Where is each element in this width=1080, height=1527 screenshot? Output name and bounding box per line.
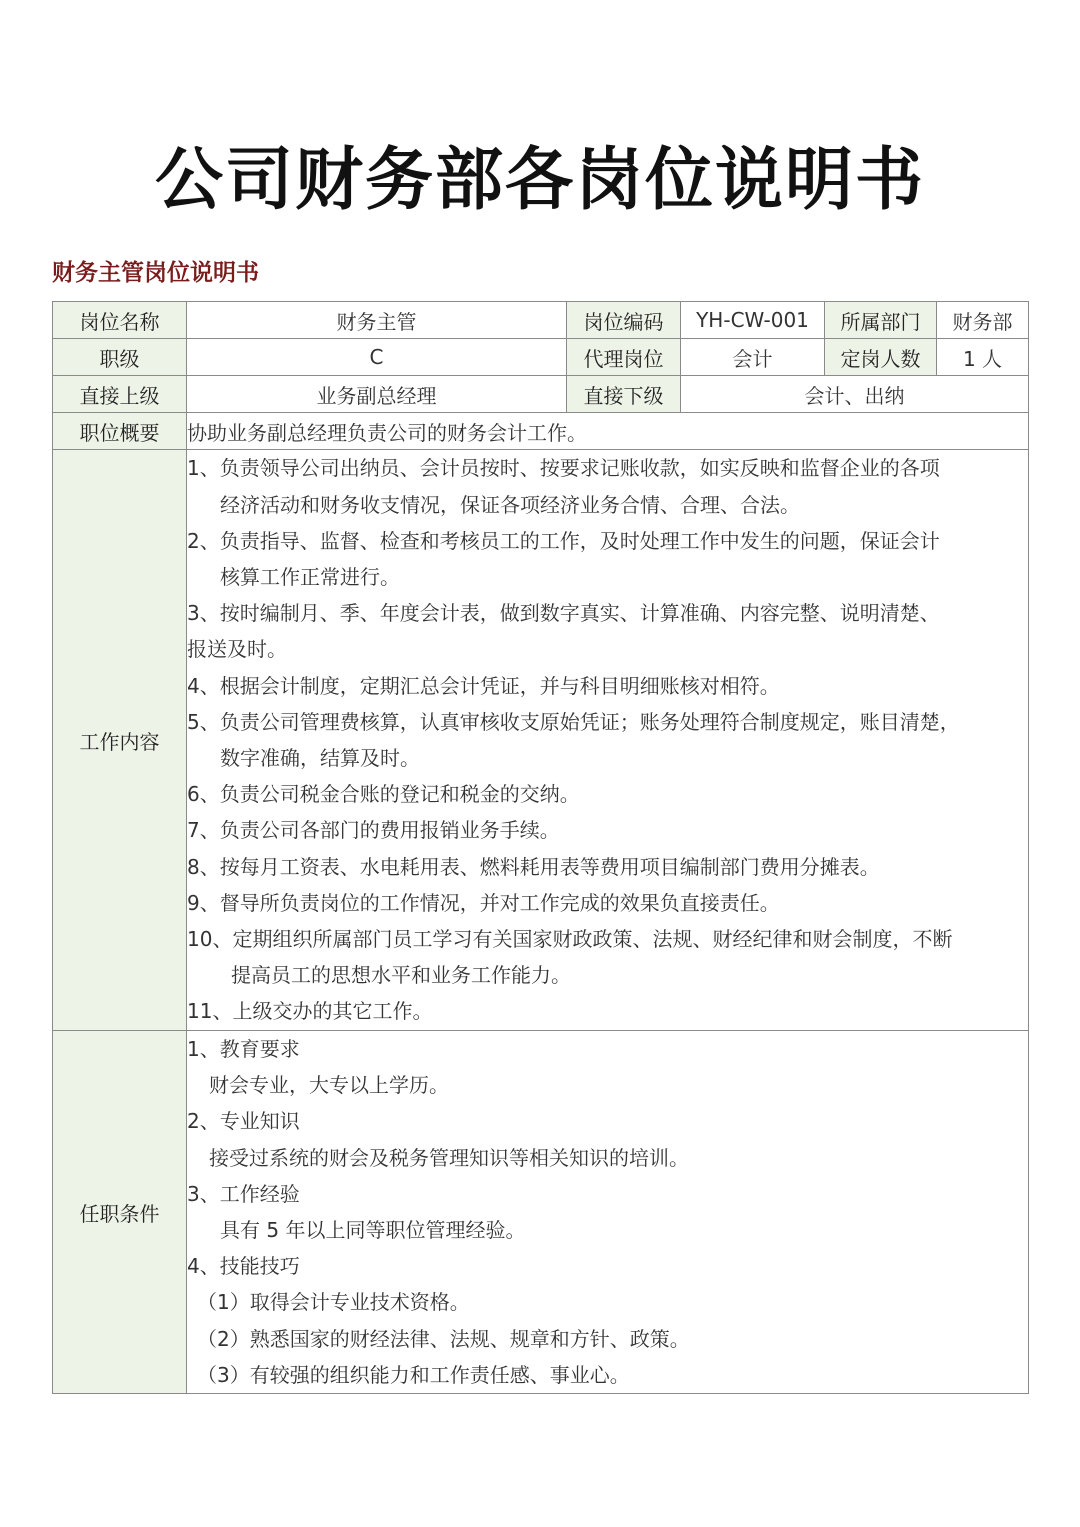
list-item: 10、定期组织所属部门员工学习有关国家财政政策、法规、财经纪律和财会制度，不断	[187, 927, 953, 952]
list-item: 核算工作正常进行。	[220, 564, 400, 589]
list-item: 2、专业知识	[187, 1109, 300, 1134]
qualifications-cell	[187, 1031, 1029, 1394]
list-item: 具有 5 年以上同等职位管理经验。	[220, 1218, 526, 1243]
list-item: 财会专业，大专以上学历。	[209, 1073, 449, 1098]
list-item: （3）有较强的组织能力和工作责任感、事业心。	[197, 1362, 630, 1387]
superior-label: 直接上级	[53, 376, 187, 413]
deputy-label: 代理岗位	[567, 339, 681, 376]
list-item: 6、负责公司税金合账的登记和税金的交纳。	[187, 782, 580, 807]
work-content-label: 工作内容	[53, 450, 187, 1031]
work-content-cell	[187, 450, 1029, 1031]
headcount-label: 定岗人数	[825, 339, 937, 376]
list-item: 经济活动和财务收支情况，保证各项经济业务合情、合理、合法。	[220, 492, 800, 517]
position-name-value: 财务主管	[187, 302, 567, 339]
subordinate-value: 会计、出纳	[681, 376, 1029, 413]
list-item: 9、督导所负责岗位的工作情况，并对工作完成的效果负直接责任。	[187, 890, 780, 915]
position-name-label: 岗位名称	[53, 302, 187, 339]
list-item: （1）取得会计专业技术资格。	[197, 1290, 470, 1315]
list-item: 2、负责指导、监督、检查和考核员工的工作，及时处理工作中发生的问题，保证会计	[187, 528, 940, 553]
list-item: 接受过系统的财会及税务管理知识等相关知识的培训。	[209, 1145, 689, 1170]
list-item: 7、负责公司各部门的费用报销业务手续。	[187, 818, 560, 843]
subordinate-label: 直接下级	[567, 376, 681, 413]
section-title: 财务主管岗位说明书	[52, 259, 259, 286]
table-row	[53, 302, 1029, 339]
position-code-label: 岗位编码	[567, 302, 681, 339]
position-code-value: YH-CW-001	[681, 302, 825, 339]
table-row	[53, 339, 1029, 376]
superior-value: 业务副总经理	[187, 376, 567, 413]
qualifications-label: 任职条件	[53, 1031, 187, 1394]
department-label: 所属部门	[825, 302, 937, 339]
list-item: 8、按每月工资表、水电耗用表、燃料耗用表等费用项目编制部门费用分摊表。	[187, 854, 880, 879]
list-item: 4、技能技巧	[187, 1254, 300, 1279]
grade-label: 职级	[53, 339, 187, 376]
list-item: （2）熟悉国家的财经法律、法规、规章和方针、政策。	[197, 1326, 690, 1351]
grade-value: C	[187, 339, 567, 376]
list-item: 1、负责领导公司出纳员、会计员按时、按要求记账收款，如实反映和监督企业的各项	[187, 456, 940, 481]
deputy-value: 会计	[681, 339, 825, 376]
list-item: 3、按时编制月、季、年度会计表，做到数字真实、计算准确、内容完整、说明清楚、	[187, 601, 940, 626]
document-title: 公司财务部各岗位说明书	[154, 140, 925, 220]
table-row	[53, 413, 1029, 450]
table-row	[53, 1031, 1029, 1394]
list-item: 5、负责公司管理费核算，认真审核收支原始凭证；账务处理符合制度规定，账目清楚，	[187, 709, 960, 734]
job-description-table	[52, 301, 1029, 1394]
list-item: 11、上级交办的其它工作。	[187, 999, 433, 1024]
list-item: 提高员工的思想水平和业务工作能力。	[231, 963, 571, 988]
table-row	[53, 450, 1029, 1031]
summary-label: 职位概要	[53, 413, 187, 450]
list-item: 1、教育要求	[187, 1037, 300, 1061]
list-item: 报送及时。	[187, 637, 287, 662]
list-item: 4、根据会计制度，定期汇总会计凭证，并与科目明细账核对相符。	[187, 673, 780, 698]
summary-value: 协助业务副总经理负责公司的财务会计工作。	[187, 413, 1029, 450]
table-row	[53, 376, 1029, 413]
list-item: 数字准确，结算及时。	[220, 746, 420, 770]
list-item: 3、工作经验	[187, 1181, 300, 1206]
department-value: 财务部	[937, 302, 1029, 339]
headcount-value: 1 人	[937, 339, 1029, 376]
